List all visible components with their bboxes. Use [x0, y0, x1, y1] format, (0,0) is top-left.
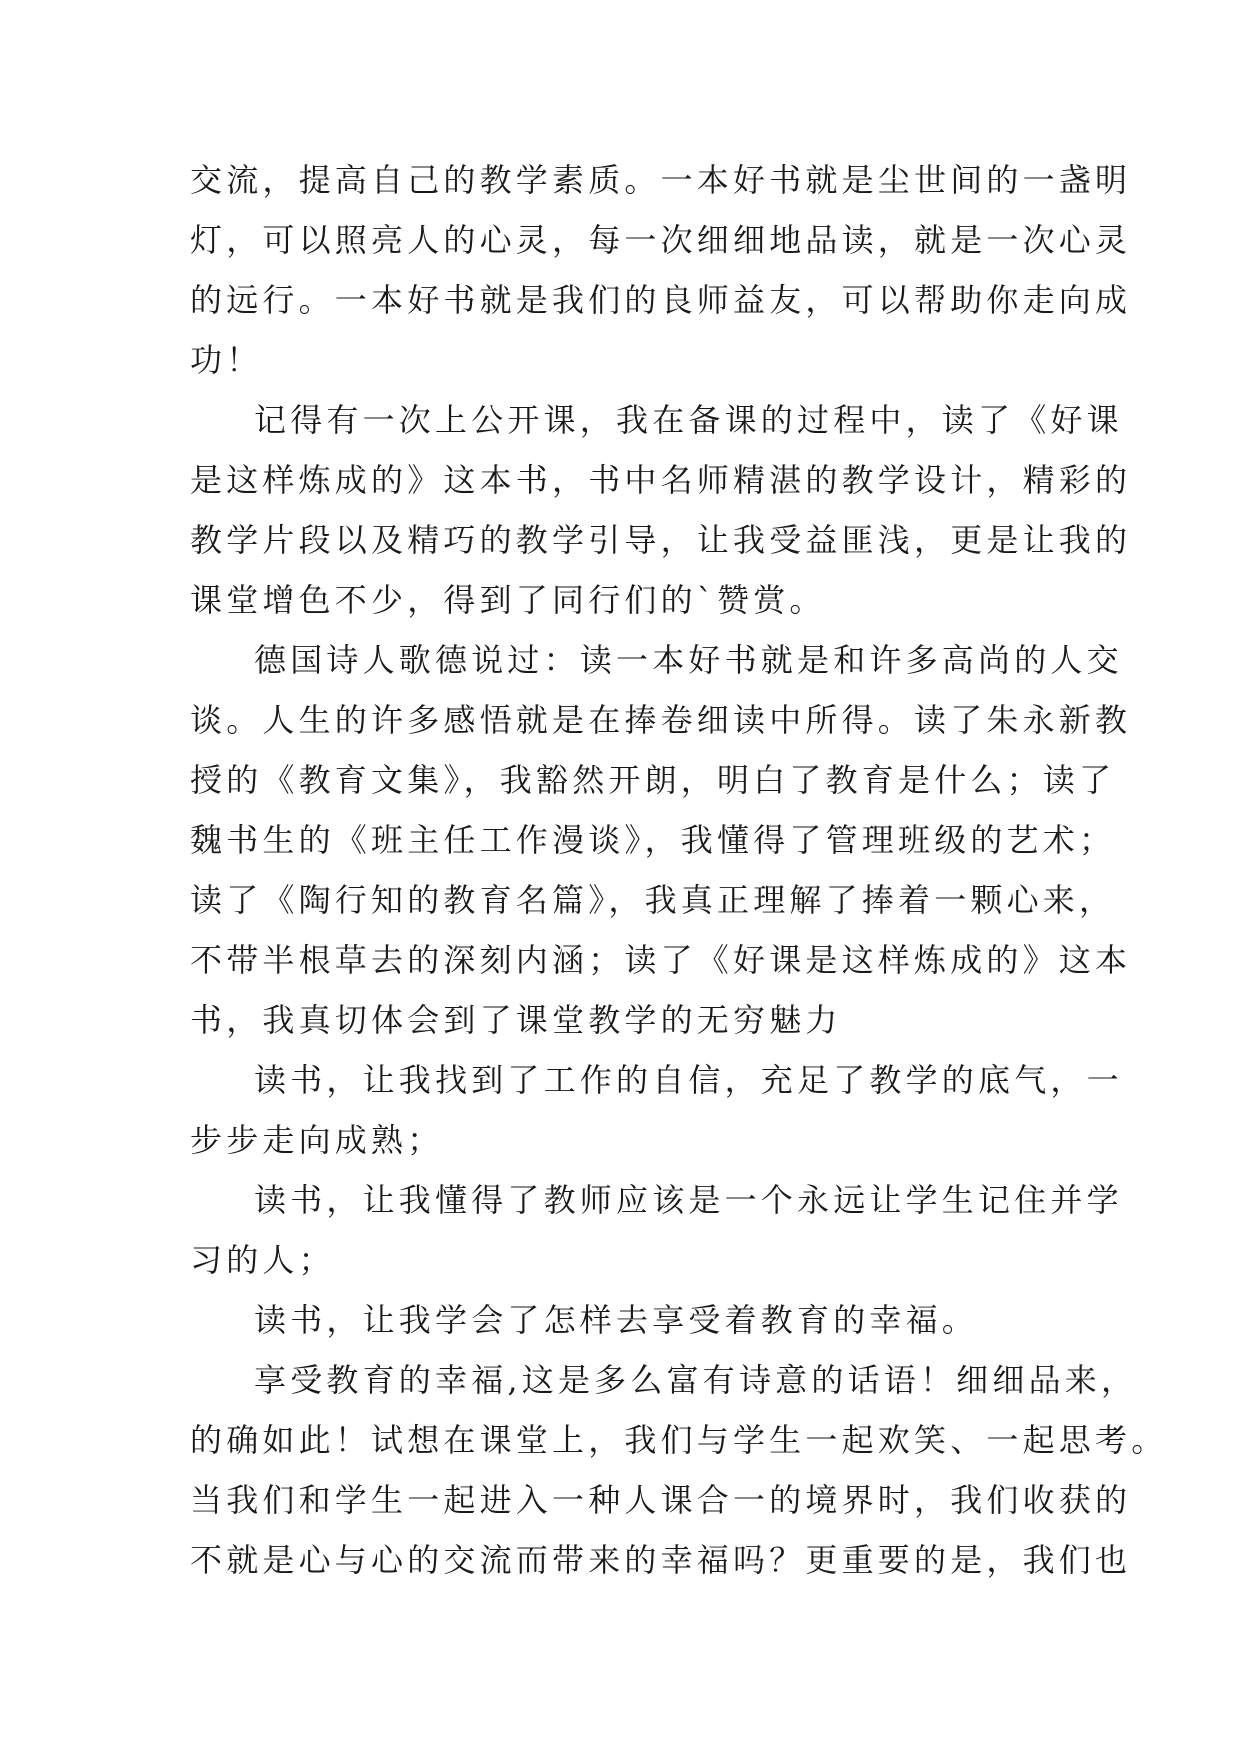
text-line: 书，我真切体会到了课堂教学的无穷魅力	[190, 1001, 842, 1039]
text-line: 是这样炼成的》这本书，书中名师精湛的教学设计，精彩的	[190, 461, 1132, 499]
text-line: 读书，让我找到了工作的自信，充足了教学的底气，一	[254, 1061, 1123, 1099]
text-line: 谈。人生的许多感悟就是在捧卷细读中所得。读了朱永新教	[190, 701, 1132, 739]
text-line: 享受教育的幸福,这是多么富有诗意的话语！细细品来，	[254, 1361, 1138, 1399]
text-line: 教学片段以及精巧的教学引导，让我受益匪浅，更是让我的	[190, 521, 1132, 559]
text-line: 灯，可以照亮人的心灵，每一次细细地品读，就是一次心灵	[190, 221, 1132, 259]
text-line: 不带半根草去的深刻内涵；读了《好课是这样炼成的》这本	[190, 941, 1132, 979]
text-line: 的确如此！试想在课堂上，我们与学生一起欢笑、一起思考。	[190, 1421, 1168, 1459]
text-line: 功！	[190, 341, 263, 379]
text-line: 当我们和学生一起进入一种人课合一的境界时，我们收获的	[190, 1481, 1132, 1519]
text-line: 读书，让我懂得了教师应该是一个永远让学生记住并学	[254, 1181, 1123, 1219]
text-line: 的远行。一本好书就是我们的良师益友，可以帮助你走向成	[190, 281, 1132, 319]
text-line: 读书，让我学会了怎样去享受着教育的幸福。	[254, 1301, 979, 1339]
text-line: 交流，提高自己的教学素质。一本好书就是尘世间的一盏明	[190, 161, 1132, 199]
text-line: 魏书生的《班主任工作漫谈》，我懂得了管理班级的艺术；	[190, 821, 1116, 859]
text-line: 记得有一次上公开课，我在备课的过程中，读了《好课	[254, 401, 1123, 439]
text-line: 课堂增色不少，得到了同行们的`赞赏。	[190, 581, 826, 619]
text-line: 不就是心与心的交流而带来的幸福吗？更重要的是，我们也	[190, 1541, 1132, 1579]
text-line: 授的《教育文集》，我豁然开朗，明白了教育是什么；读了	[190, 761, 1116, 799]
text-line: 读了《陶行知的教育名篇》，我真正理解了捧着一颗心来，	[190, 881, 1116, 919]
text-line: 步步走向成熟；	[190, 1121, 444, 1159]
text-line: 习的人；	[190, 1241, 335, 1279]
text-line: 德国诗人歌德说过：读一本好书就是和许多高尚的人交	[254, 641, 1123, 679]
